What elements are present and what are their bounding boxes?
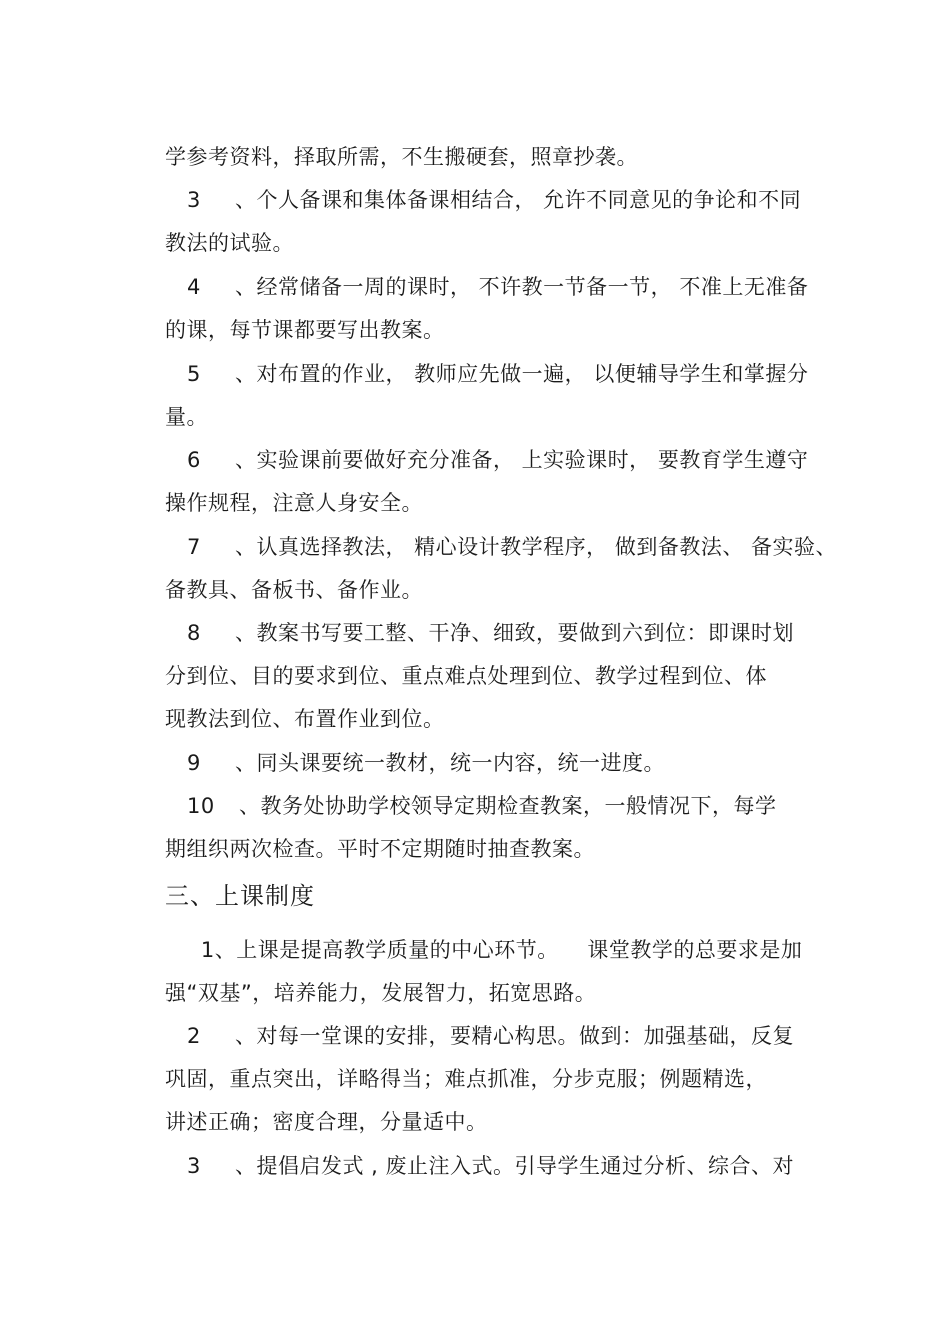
- list-item-number-line: 5 、对布置的作业， 教师应先做一遍， 以便辅导学生和掌握分: [187, 362, 809, 386]
- list-item-number-line: 3 、提倡启发式 , 废止注入式。引导学生通过分析、综合、对: [187, 1154, 795, 1178]
- list-item-number-line: 3 、个人备课和集体备课相结合， 允许不同意见的争论和不同: [187, 188, 802, 212]
- text-line: 学参考资料，择取所需，不生搬硬套，照章抄袭。: [165, 145, 638, 169]
- list-item-number-line: 2 、对每一堂课的安排，要精心构思。做到：加强基础，反复: [187, 1024, 794, 1048]
- text-line: 巩固，重点突出，详略得当；难点抓准，分步克服；例题精选，: [165, 1067, 767, 1091]
- list-item-number-line: 10 、教务处协助学校领导定期检查教案，一般情况下，每学: [187, 794, 777, 818]
- section-heading: 三、上课制度: [165, 882, 315, 910]
- text-line: 讲述正确；密度合理，分量适中。: [165, 1110, 488, 1134]
- text-line: 1、上课是提高教学质量的中心环节。 课堂教学的总要求是加: [165, 938, 803, 962]
- text-line: 操作规程，注意人身安全。: [165, 491, 423, 515]
- text-line: 的课，每节课都要写出教案。: [165, 318, 445, 342]
- list-item-number-line: 4 、经常储备一周的课时， 不许教一节备一节， 不准上无准备: [187, 275, 809, 299]
- list-item-number-line: 9 、同头课要统一教材，统一内容，统一进度。: [187, 751, 665, 775]
- text-line: 分到位、目的要求到位、重点难点处理到位、教学过程到位、体: [165, 664, 767, 688]
- text-line: 期组织两次检查。平时不定期随时抽查教案。: [165, 837, 595, 861]
- text-line: 备教具、备板书、备作业。: [165, 578, 423, 602]
- text-line: 教法的试验。: [165, 231, 294, 255]
- list-item-number-line: 8 、教案书写要工整、干净、细致，要做到六到位：即课时划: [187, 621, 794, 645]
- text-line: 量。: [165, 405, 208, 429]
- list-item-number-line: 7 、认真选择教法， 精心设计教学程序， 做到备教法、 备实验、: [187, 535, 838, 559]
- text-line: 强“双基”，培养能力，发展智力，拓宽思路。: [165, 981, 597, 1005]
- text-line: 现教法到位、布置作业到位。: [165, 707, 445, 731]
- list-item-number-line: 6 、实验课前要做好充分准备， 上实验课时， 要教育学生遵守: [187, 448, 809, 472]
